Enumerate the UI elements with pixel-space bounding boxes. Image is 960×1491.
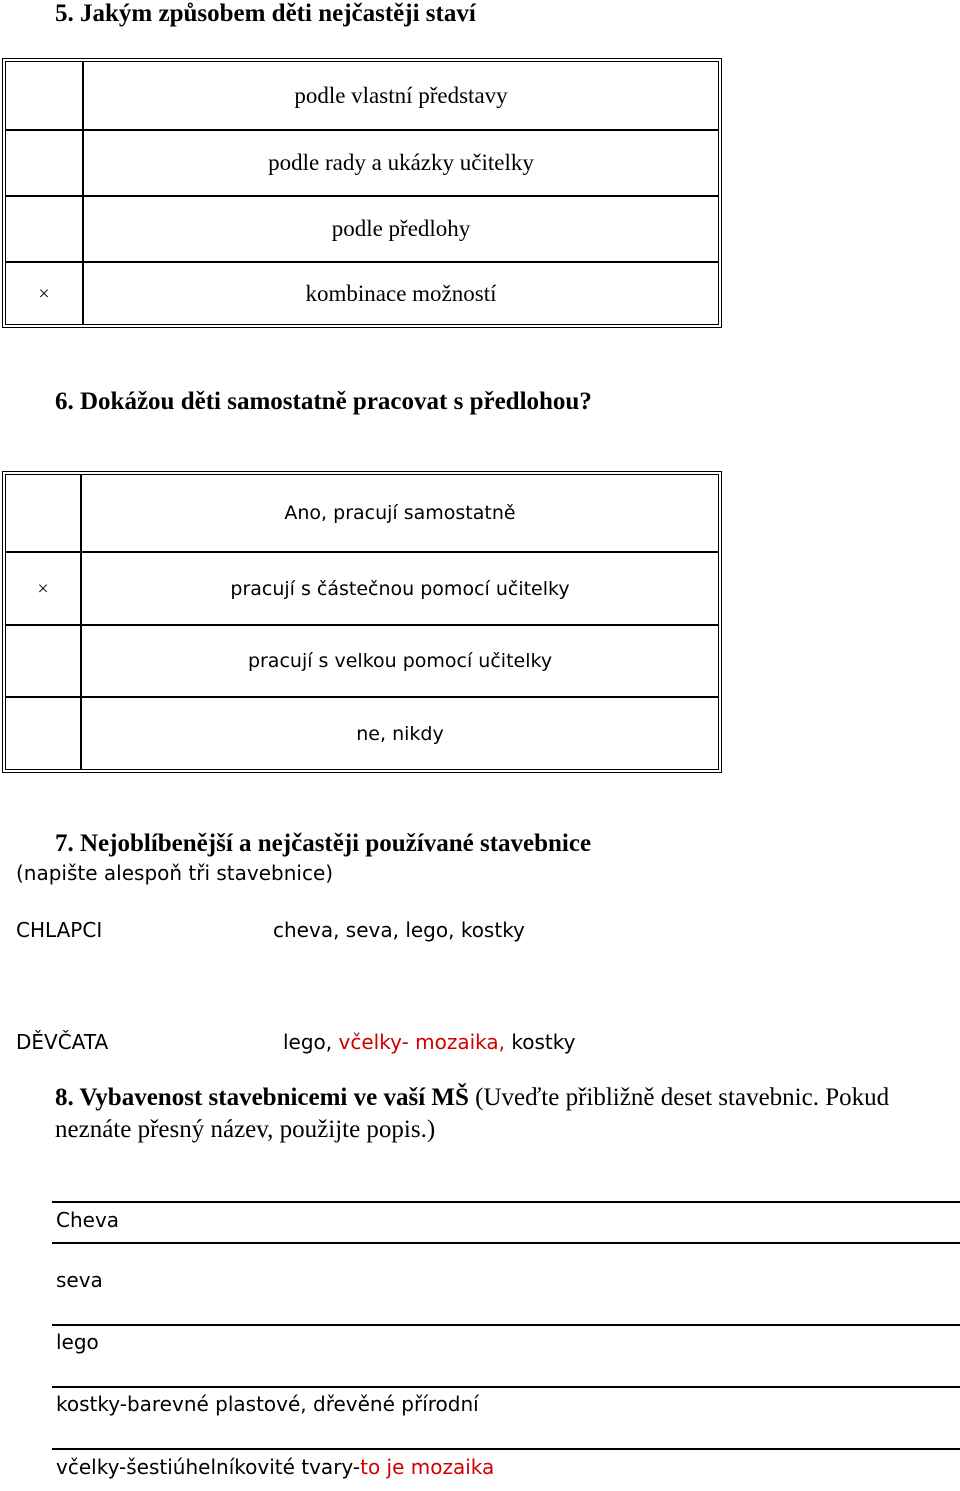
q6-options-table <box>2 471 722 773</box>
girls-answer-red-part: včelky- mozaika, <box>338 1030 512 1054</box>
q8-heading-line2: neznáte přesný název, použijte popis.) <box>55 1116 436 1143</box>
girls-answer-part: lego, <box>283 1030 339 1054</box>
girls-label: DĚVČATA <box>16 1030 109 1054</box>
q8-answer-line[interactable]: Cheva <box>56 1208 120 1232</box>
girls-answer[interactable] <box>283 1030 575 1054</box>
answer-line-rule <box>52 1242 960 1244</box>
boys-label: CHLAPCI <box>16 918 103 942</box>
q5-option-row[interactable] <box>6 195 718 261</box>
q8-heading-rest: (Uveďte přibližně deset stavebnic. Pokud <box>468 1084 890 1111</box>
q8-answer-line[interactable]: seva <box>56 1268 103 1292</box>
q6-checkbox[interactable] <box>6 698 82 769</box>
q5-checkbox[interactable] <box>6 197 84 261</box>
answer-line-rule <box>52 1448 960 1450</box>
q6-checkbox[interactable] <box>6 475 82 551</box>
boys-answer[interactable]: cheva, seva, lego, kostky <box>273 918 525 942</box>
q7-heading: 7. Nejoblíbenější a nejčastěji používané stavebnice <box>55 830 592 857</box>
x-mark-icon: × <box>38 282 50 305</box>
q6-option-label: ne, nikdy <box>356 722 444 745</box>
q6-option-row[interactable] <box>6 624 718 696</box>
q5-option-label: podle rady a ukázky učitelky <box>268 150 534 175</box>
q5-option-row[interactable] <box>6 129 718 195</box>
q6-option-label: Ano, pracují samostatně <box>284 502 516 524</box>
x-mark-icon: × <box>37 577 49 600</box>
q8-answer-line[interactable]: lego <box>56 1330 99 1354</box>
q8-answer-line[interactable]: kostky-barevné plastové, dřevěné přírodní <box>56 1392 479 1416</box>
answer-line-rule <box>52 1324 960 1326</box>
answer-line-rule <box>52 1386 960 1388</box>
q6-option-label: pracují s velkou pomocí učitelky <box>247 650 553 672</box>
q6-checkbox[interactable] <box>6 626 82 696</box>
girls-answer-part: kostky <box>511 1030 576 1054</box>
q5-option-label: podle předlohy <box>331 216 471 241</box>
q5-option-label: kombinace možností <box>305 280 497 306</box>
q6-heading: 6. Dokážou děti samostatně pracovat s předlohou? <box>55 388 592 415</box>
q5-options-table <box>2 58 722 328</box>
q5-option-row[interactable] <box>6 62 718 129</box>
q8-answer-red-text: to je mozaika <box>360 1455 495 1479</box>
q5-heading: 5. Jakým způsobem děti nejčastěji staví <box>55 0 476 27</box>
q8-heading-bold: 8. Vybavenost stavebnicemi ve vaší MŠ <box>55 1084 469 1111</box>
q5-option-label: podle vlastní představy <box>294 82 508 108</box>
q6-option-row[interactable] <box>6 551 718 624</box>
q8-heading <box>55 1084 889 1112</box>
q5-checkbox[interactable] <box>6 263 84 324</box>
q6-option-row[interactable] <box>6 475 718 551</box>
q5-checkbox[interactable] <box>6 131 84 195</box>
answer-line-rule <box>52 1201 960 1203</box>
q5-option-row[interactable] <box>6 261 718 324</box>
q7-subheading: (napište alespoň tři stavebnice) <box>16 861 334 885</box>
q8-answer-line[interactable] <box>56 1455 494 1479</box>
q6-option-row[interactable] <box>6 696 718 769</box>
q6-checkbox[interactable] <box>6 553 82 624</box>
q6-option-label: pracují s částečnou pomocí učitelky <box>230 577 570 600</box>
q5-checkbox[interactable] <box>6 62 84 129</box>
q8-answer-text: včelky-šestiúhelníkovité tvary- <box>56 1455 361 1479</box>
